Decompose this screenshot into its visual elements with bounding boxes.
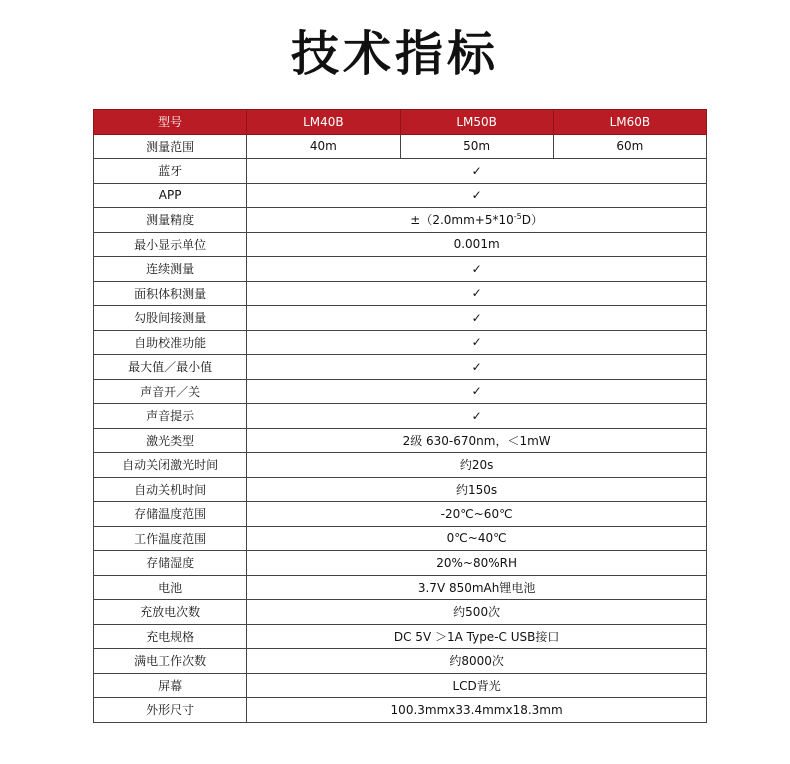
- check-mark: ✓: [247, 404, 707, 429]
- row-value: 3.7V 850mAh锂电池: [247, 575, 707, 600]
- table-row: [94, 575, 707, 600]
- row-label: APP: [94, 183, 247, 208]
- accuracy-prefix: ±（2.0mm+5*10: [410, 213, 514, 228]
- table-row: [94, 698, 707, 723]
- row-label: 最小显示单位: [94, 232, 247, 257]
- spec-table: [93, 109, 707, 723]
- check-mark: ✓: [247, 355, 707, 380]
- row-value: 50m: [400, 134, 553, 159]
- row-label: 激光类型: [94, 428, 247, 453]
- header-lm60b: LM60B: [553, 110, 706, 135]
- table-row: [94, 281, 707, 306]
- row-value: 约500次: [247, 600, 707, 625]
- row-label: 声音开／关: [94, 379, 247, 404]
- table-row: [94, 477, 707, 502]
- row-value: 20%~80%RH: [247, 551, 707, 576]
- table-row: [94, 526, 707, 551]
- row-value: -20℃~60℃: [247, 502, 707, 527]
- row-value: 0.001m: [247, 232, 707, 257]
- table-row: [94, 183, 707, 208]
- row-label: 存储温度范围: [94, 502, 247, 527]
- row-label: 声音提示: [94, 404, 247, 429]
- check-mark: ✓: [247, 306, 707, 331]
- row-value: [247, 208, 707, 233]
- header-lm50b: LM50B: [400, 110, 553, 135]
- row-label: 充放电次数: [94, 600, 247, 625]
- table-row: [94, 134, 707, 159]
- table-row: [94, 330, 707, 355]
- header-row: [94, 110, 707, 135]
- row-value: 40m: [247, 134, 400, 159]
- table-row: [94, 159, 707, 184]
- row-label: 自助校准功能: [94, 330, 247, 355]
- table-row: [94, 624, 707, 649]
- row-label: 屏幕: [94, 673, 247, 698]
- row-label: 充电规格: [94, 624, 247, 649]
- row-label: 勾股间接测量: [94, 306, 247, 331]
- row-value: 60m: [553, 134, 706, 159]
- table-row: [94, 355, 707, 380]
- row-value: DC 5V ＞1A Type-C USB接口: [247, 624, 707, 649]
- accuracy-exponent: -5: [513, 212, 522, 222]
- table-row: [94, 232, 707, 257]
- row-value: 约150s: [247, 477, 707, 502]
- row-label: 存储湿度: [94, 551, 247, 576]
- page-title: 技术指标: [290, 26, 499, 82]
- row-label: 工作温度范围: [94, 526, 247, 551]
- check-mark: ✓: [247, 379, 707, 404]
- check-mark: ✓: [247, 257, 707, 282]
- row-value: 约20s: [247, 453, 707, 478]
- row-label: 最大值／最小值: [94, 355, 247, 380]
- row-label: 外形尺寸: [94, 698, 247, 723]
- table-row: [94, 453, 707, 478]
- row-label: 满电工作次数: [94, 649, 247, 674]
- row-value: 100.3mmx33.4mmx18.3mm: [247, 698, 707, 723]
- row-value: 2级 630-670nm，＜1mW: [247, 428, 707, 453]
- header-lm40b: LM40B: [247, 110, 400, 135]
- table-row: [94, 502, 707, 527]
- row-label: 自动关机时间: [94, 477, 247, 502]
- table-row: [94, 551, 707, 576]
- row-label: 电池: [94, 575, 247, 600]
- check-mark: ✓: [247, 281, 707, 306]
- accuracy-suffix: D）: [521, 213, 543, 228]
- header-model: 型号: [94, 110, 247, 135]
- table-row: [94, 257, 707, 282]
- row-label: 测量范围: [94, 134, 247, 159]
- table-row: [94, 600, 707, 625]
- row-value: 0℃~40℃: [247, 526, 707, 551]
- table-row: [94, 649, 707, 674]
- table-row: [94, 428, 707, 453]
- row-label: 测量精度: [94, 208, 247, 233]
- row-label: 面积体积测量: [94, 281, 247, 306]
- table-row: [94, 208, 707, 233]
- row-label: 蓝牙: [94, 159, 247, 184]
- table-row: [94, 404, 707, 429]
- check-mark: ✓: [247, 330, 707, 355]
- row-value: LCD背光: [247, 673, 707, 698]
- row-value: 约8000次: [247, 649, 707, 674]
- table-row: [94, 673, 707, 698]
- check-mark: ✓: [247, 159, 707, 184]
- table-row: [94, 306, 707, 331]
- row-label: 自动关闭激光时间: [94, 453, 247, 478]
- table-row: [94, 379, 707, 404]
- check-mark: ✓: [247, 183, 707, 208]
- row-label: 连续测量: [94, 257, 247, 282]
